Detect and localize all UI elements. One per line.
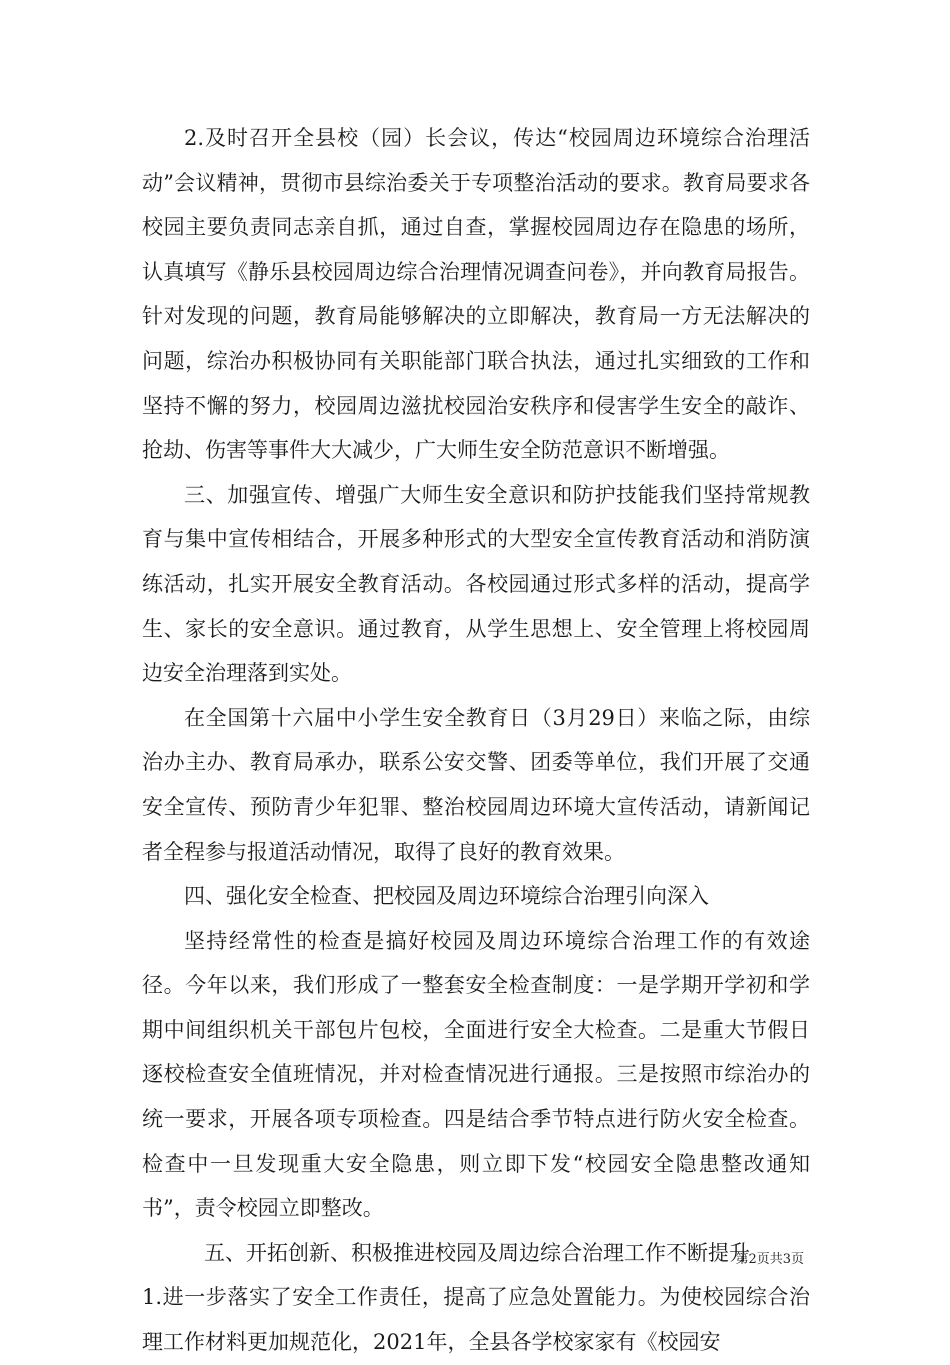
heading-section-5: 五、开拓创新、积极推进校园及周边综合治理工作不断提升 xyxy=(204,1240,750,1265)
document-body xyxy=(142,116,810,1365)
paragraph-item-2-meeting: 2.及时召开全县校（园）长会议，传达“校园周边环境综合治理活动”会议精神，贯彻市县综治委关于专项整治活动的要求。教育局要求各校园主要负责同志亲自抓，通过自查，掌握校园周边存在隐患的场所，认真填写《静乐县校园周边综合治理情况调查问卷》，并向教育局报告。针对发现的问题，教育局能够解决的立即解决，教育局一方无法解决的问题，综治办积极协同有关职能部门联合执法，通过扎实细致的工作和坚持不懈的努力，校园周边滋扰校园治安秩序和侵害学生安全的敲诈、抢劫、伤害等事件大大减少，广大师生安全防范意识不断增强。 xyxy=(142,126,810,463)
paragraph-inspection-system: 坚持经常性的检查是搞好校园及周边环境综合治理工作的有效途径。今年以来，我们形成了一整套安全检查制度：一是学期开学初和学期中间组织机关干部包片包校，全面进行安全大检查。二是重大节假日逐校检查安全值班情况，并对检查情况进行通报。三是按照市综治办的统一要求，开展各项专项检查。四是结合季节特点进行防火安全检查。检查中一旦发现重大安全隐患，则立即下发“校园安全隐患整改通知书”，责令校园立即整改。 xyxy=(142,928,810,1221)
paragraph-item-1-responsibility: 1.进一步落实了安全工作责任，提高了应急处置能力。为使校园综合治理工作材料更加规范化，2021年，全县各学校家家有《校园安 xyxy=(142,1285,810,1355)
paragraph-safety-education-day: 在全国第十六届中小学生安全教育日（3月29日）来临之际，由综治办主办、教育局承办，联系公安交警、团委等单位，我们开展了交通安全宣传、预防青少年犯罪、整治校园周边环境大宣传活动，请新闻记者全程参与报道活动情况，取得了良好的教育效果。 xyxy=(142,705,810,864)
paragraph-section-3-publicity: 三、加强宣传、增强广大师生安全意识和防护技能我们坚持常规教育与集中宣传相结合，开展多种形式的大型安全宣传教育活动和消防演练活动，扎实开展安全教育活动。各校园通过形式多样的活动，提高学生、家长的安全意识。通过教育，从学生思想上、安全管理上将校园周边安全治理落到实处。 xyxy=(142,482,810,686)
page-number-footer: 第2页共3页 xyxy=(735,1252,804,1267)
heading-section-4: 四、强化安全检查、把校园及周边环境综合治理引向深入 xyxy=(184,884,709,909)
